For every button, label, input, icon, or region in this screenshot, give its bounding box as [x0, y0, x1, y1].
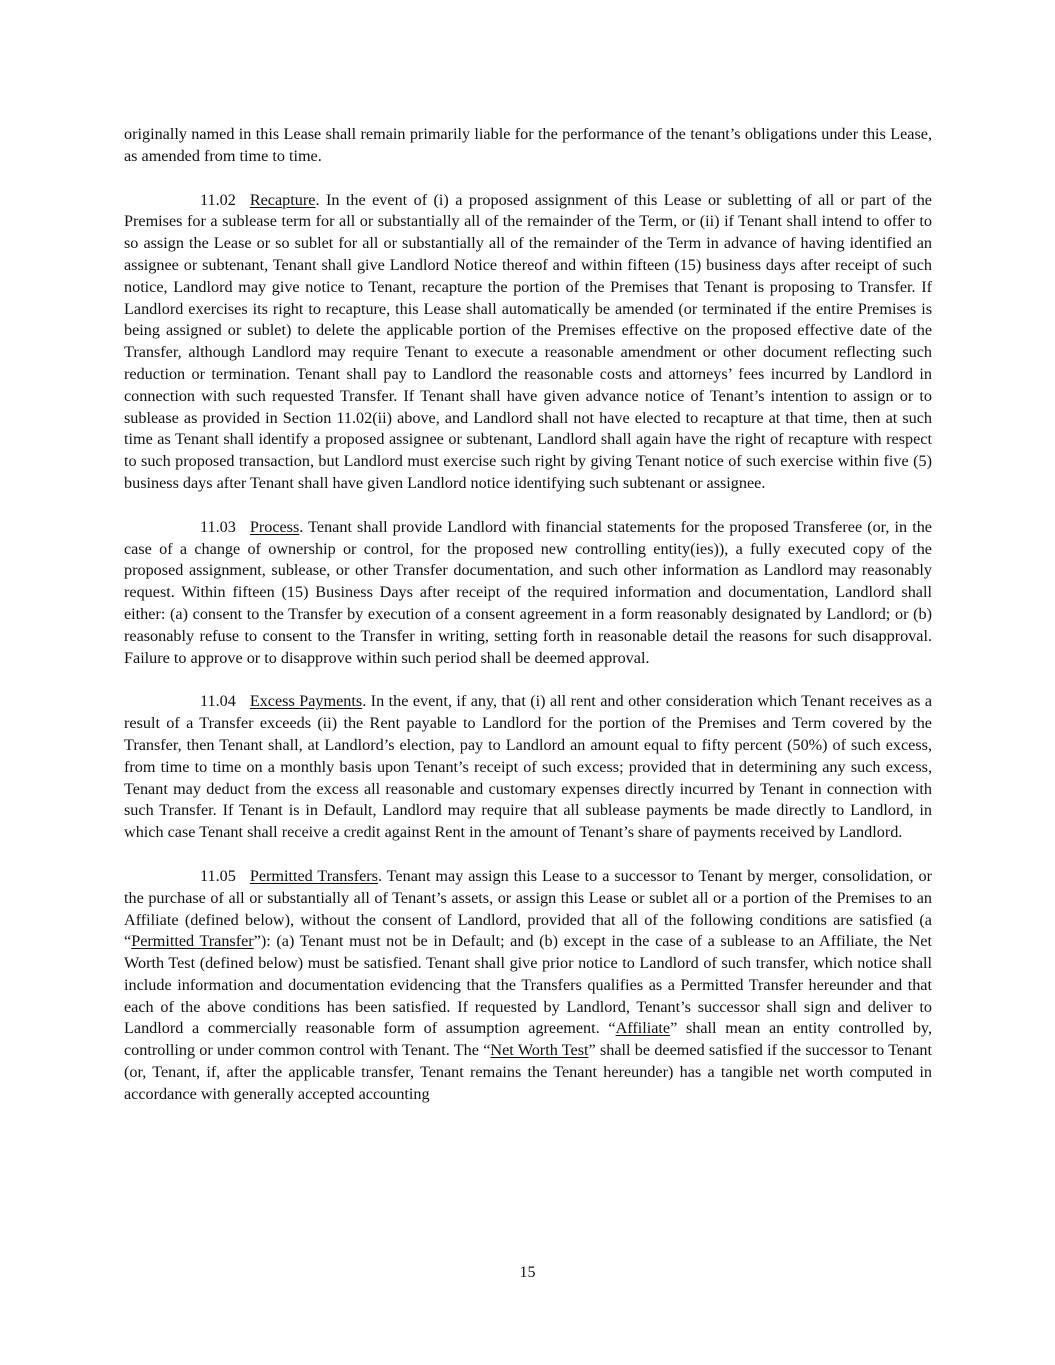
- defined-term-permitted-transfer: Permitted Transfer: [131, 932, 254, 951]
- section-body-part: ” shall be deemed satisfied if the successor to Tenant (or, Tenant, if, after the applicable transfer, Tenant remains the Tenant hereunder) has a tangible net worth computed in accordance with generally accepted accounting: [124, 1041, 932, 1103]
- section-body: . In the event, if any, that (i) all rent and other consideration which Tenant receives as a result of a Transfer exceeds (ii) the Rent payable to Landlord for the portion of the Premises and Term covered by the Transfer, then Tenant shall, at Landlord’s election, pay to Landlord an amount equal to fifty percent (50%) of such excess, from time to time on a monthly basis upon Tenant’s receipt of such excess; provided that in determining any such excess, Tenant may deduct from the excess all reasonable and customary expenses directly incurred by Tenant in connection with such Transfer. If Tenant is in Default, Landlord may require that all sublease payments be made directly to Landlord, in which case Tenant shall receive a credit against Rent in the amount of Tenant’s share of payments received by Landlord.: [124, 692, 932, 842]
- section-11-05: [124, 866, 932, 1106]
- document-page: [124, 124, 932, 1128]
- section-body-part: . Tenant may assign this Lease to a successor to Tenant by merger, consolidation, or the purchase of all or substantially all of Tenant’s assets, or assign this Lease or sublet all or a portion of the Premises to an Affiliate (defined below), without the consent of Landlord, provided that all of the following conditions are satisfied (a “: [124, 866, 932, 951]
- section-11-04: [124, 691, 932, 844]
- section-heading: Recapture: [249, 190, 316, 209]
- section-heading: Excess Payments: [249, 692, 363, 711]
- section-number: 11.03: [200, 517, 236, 536]
- section-number: 11.02: [200, 190, 236, 209]
- section-heading: Permitted Transfers: [249, 866, 378, 885]
- section-11-02: [124, 190, 932, 495]
- defined-term-net-worth-test: Net Worth Test: [490, 1041, 589, 1060]
- page-number: 15: [519, 1264, 536, 1281]
- section-body-part: ” shall mean an entity controlled by, controlling or under common control with Tenant. The “: [124, 1019, 932, 1060]
- section-body-part: ”): (a) Tenant must not be in Default; and (b) except in the case of a sublease to an Affiliate, the Net Worth Test (defined below) must be satisfied. Tenant shall give prior notice to Landlord of such transfer, which notice shall include information and documentation evidencing that the Transfers qualifies as a Permitted Transfer hereunder and that each of the above conditions has been satisfied. If requested by Landlord, Tenant’s successor shall sign and deliver to Landlord a commercially reasonable form of assumption agreement. “: [124, 932, 932, 1038]
- section-11-03: [124, 517, 932, 670]
- section-body: . In the event of (i) a proposed assignment of this Lease or subletting of all or part of the Premises for a sublease term for all or substantially all of the remainder of the Term, or (ii) if Tenant shall intend to offer to so assign the Lease or so sublet for all or substantially all of the remainder of the Term in advance of having identified an assignee or subtenant, Tenant shall give Landlord Notice thereof and within fifteen (15) business days after receipt of such notice, Landlord may give notice to Tenant, recapture the portion of the Premises that Tenant is proposing to Transfer. If Landlord exercises its right to recapture, this Lease shall automatically be amended (or terminated if the entire Premises is being assigned or sublet) to delete the applicable portion of the Premises effective on the proposed effective date of the Transfer, although Landlord may require Tenant to execute a reasonable amendment or other document reflecting such reduction or termination. Tenant shall pay to Landlord the reasonable costs and attorneys’ fees incurred by Landlord in connection with such requested Transfer. If Tenant shall have given advance notice of Tenant’s intention to assign or to sublease as provided in Section 11.02(ii) above, and Landlord shall not have elected to recapture at that time, then at such time as Tenant shall identify a proposed assignee or subtenant, Landlord shall again have the right of recapture with respect to such proposed transaction, but Landlord must exercise such right by giving Tenant notice of such exercise within five (5) business days after Tenant shall have given Landlord notice identifying such subtenant or assignee.: [124, 190, 932, 492]
- section-number: 11.04: [200, 692, 236, 711]
- section-number: 11.05: [200, 866, 236, 885]
- section-body: . Tenant shall provide Landlord with financial statements for the proposed Transferee (or, in the case of a change of ownership or control, for the proposed new controlling entity(ies)), a fully executed copy of the proposed assignment, sublease, or other Transfer documentation, and such other information as Landlord may reasonably request. Within fifteen (15) Business Days after receipt of the required information and documentation, Landlord shall either: (a) consent to the Transfer by execution of a consent agreement in a form reasonably designated by Landlord; or (b) reasonably refuse to consent to the Transfer in writing, setting forth in reasonable detail the reasons for such disapproval. Failure to approve or to disapprove within such period shall be deemed approval.: [124, 517, 932, 667]
- continuation-paragraph: originally named in this Lease shall remain primarily liable for the performance of the tenant’s obligations under this Lease, as amended from time to time.: [124, 125, 932, 165]
- defined-term-affiliate: Affiliate: [615, 1019, 671, 1038]
- section-heading: Process: [249, 517, 300, 536]
